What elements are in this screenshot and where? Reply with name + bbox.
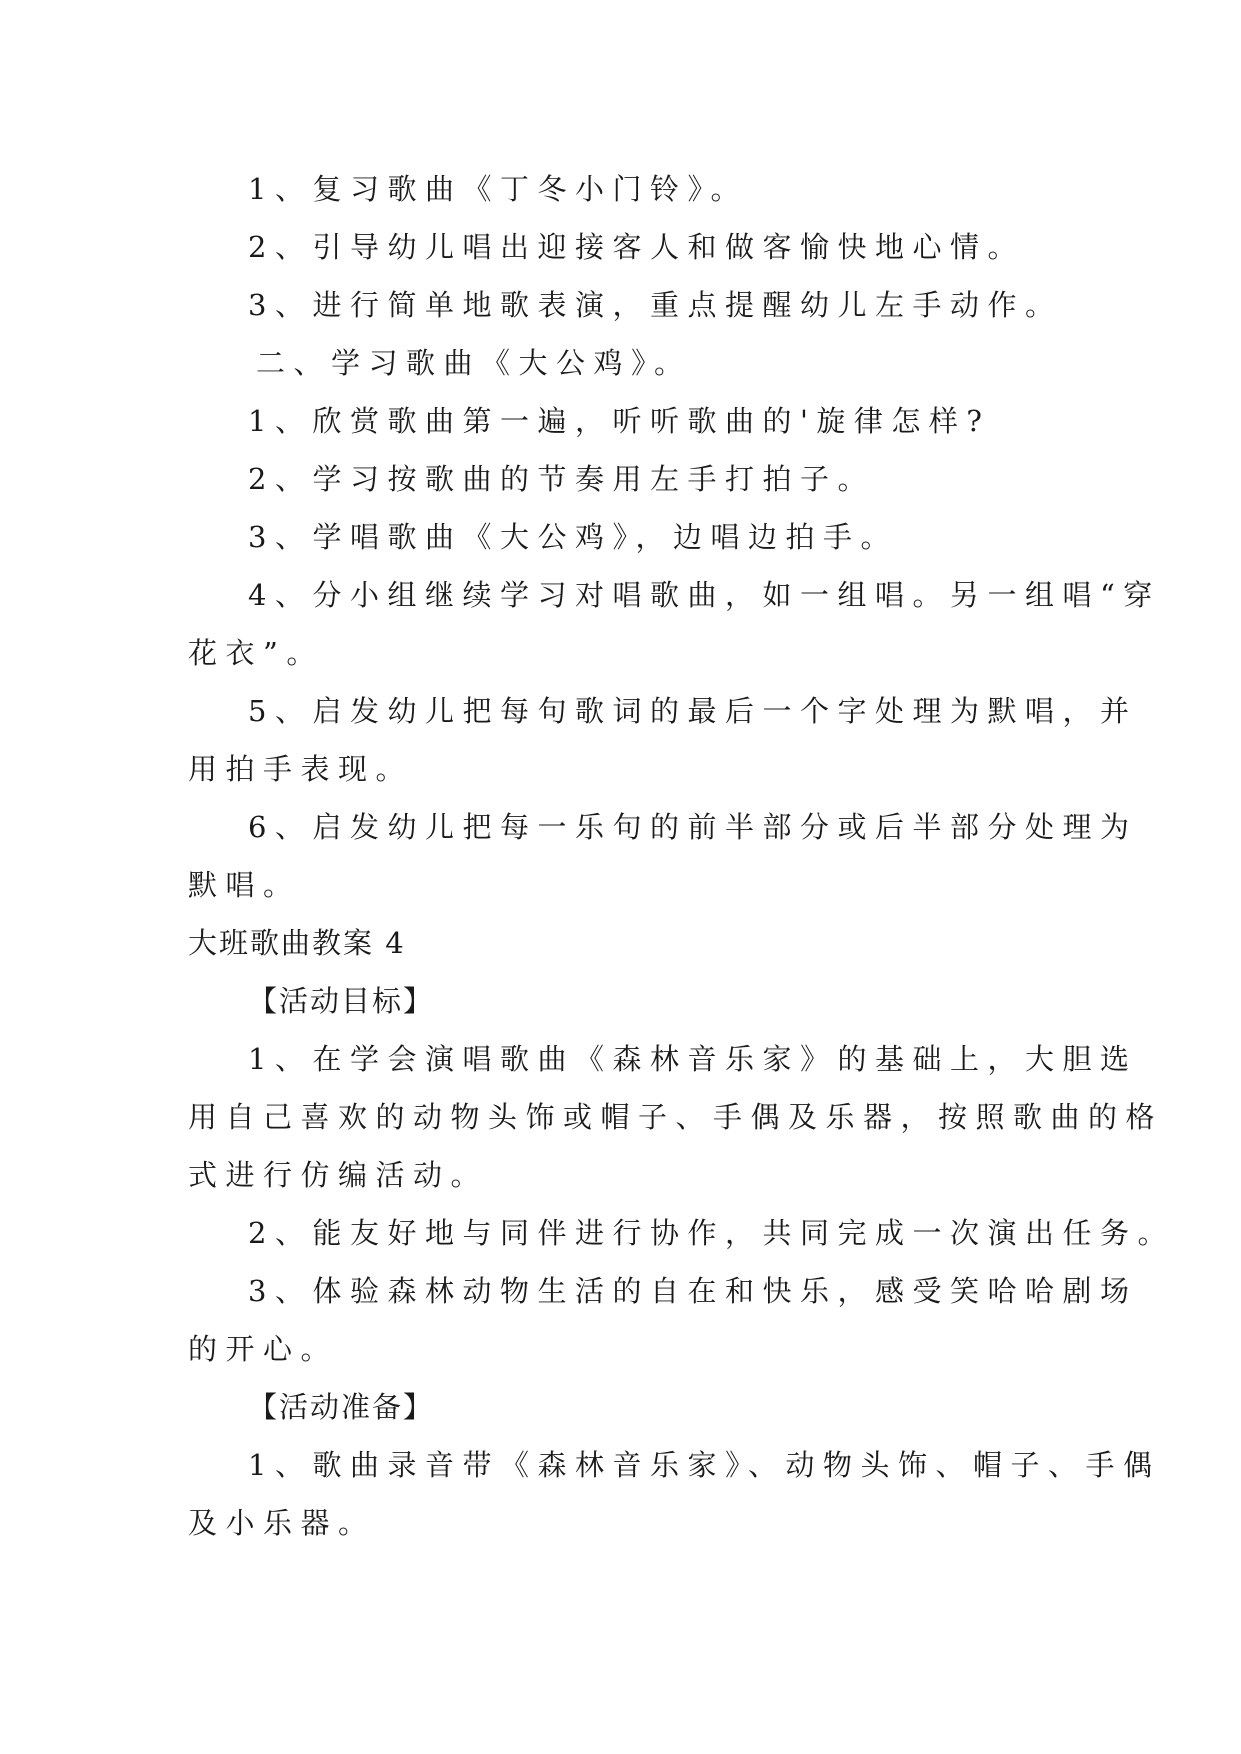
paragraph-line: 5、启发幼儿把每句歌词的最后一个字处理为默唱，并 [248, 694, 1138, 728]
section-heading: 【活动准备】 [248, 1390, 435, 1424]
paragraph-line: 1、歌曲录音带《森林音乐家》、动物头饰、帽子、手偶 [248, 1448, 1161, 1482]
paragraph-line: 3、进行简单地歌表演，重点提醒幼儿左手动作。 [248, 288, 1063, 322]
paragraph-line: 2、能友好地与同伴进行协作，共同完成一次演出任务。 [248, 1216, 1175, 1250]
paragraph-line: 的开心。 [188, 1332, 339, 1366]
paragraph-line: 2、学习按歌曲的节奏用左手打拍子。 [248, 462, 875, 496]
document-page [188, 160, 1175, 1552]
paragraph-line: 1、欣赏歌曲第一遍，听听歌曲的'旋律怎样? [248, 404, 991, 438]
paragraph-line: 用自己喜欢的动物头饰或帽子、手偶及乐器，按照歌曲的格 [188, 1100, 1164, 1134]
paragraph-line: 及小乐器。 [188, 1506, 376, 1540]
paragraph-line: 3、体验森林动物生活的自在和快乐，感受笑哈哈剧场 [248, 1274, 1138, 1308]
section-heading: 二、学习歌曲《大公鸡》。 [256, 346, 692, 380]
paragraph-line: 默唱。 [188, 868, 301, 902]
paragraph-line: 1、复习歌曲《丁冬小门铃》。 [248, 172, 748, 206]
paragraph-line: 6、启发幼儿把每一乐句的前半部分或后半部分处理为 [248, 810, 1138, 844]
paragraph-line: 用拍手表现。 [188, 752, 414, 786]
paragraph-line: 4、分小组继续学习对唱歌曲，如一组唱。另一组唱“穿 [248, 578, 1161, 612]
document-title: 大班歌曲教案 4 [188, 926, 406, 960]
paragraph-line: 式进行仿编活动。 [188, 1158, 489, 1192]
paragraph-line: 3、学唱歌曲《大公鸡》，边唱边拍手。 [248, 520, 898, 554]
paragraph-line: 2、引导幼儿唱出迎接客人和做客愉快地心情。 [248, 230, 1025, 264]
paragraph-line: 花衣”。 [188, 636, 324, 670]
section-heading: 【活动目标】 [248, 984, 435, 1018]
paragraph-line: 1、在学会演唱歌曲《森林音乐家》的基础上，大胆选 [248, 1042, 1138, 1076]
